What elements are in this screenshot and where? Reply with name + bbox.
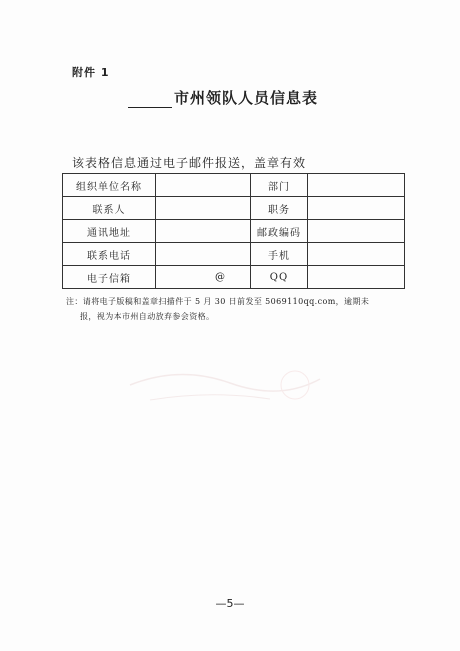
value-cell[interactable]	[156, 197, 251, 220]
value-cell[interactable]	[156, 174, 251, 197]
label-cell: 通讯地址	[63, 220, 156, 243]
value-cell[interactable]	[156, 243, 251, 266]
footnote	[66, 294, 406, 324]
attachment-label: 附件 1	[72, 66, 110, 79]
info-form-table	[62, 173, 405, 289]
page-number: —5—	[215, 597, 245, 610]
instruction-text: 该表格信息通过电子邮件报送，盖章有效	[72, 156, 307, 170]
label-cell: 联系电话	[63, 243, 156, 266]
label-cell: 邮政编码	[251, 220, 308, 243]
value-cell[interactable]	[308, 243, 405, 266]
table-row	[63, 220, 405, 243]
value-cell[interactable]	[156, 220, 251, 243]
label-cell: 联系人	[63, 197, 156, 220]
email-value-cell[interactable]: @	[156, 266, 251, 289]
value-cell[interactable]	[308, 220, 405, 243]
table-row	[63, 243, 405, 266]
value-cell[interactable]	[308, 174, 405, 197]
faint-seal-ghost	[120, 355, 330, 415]
value-cell[interactable]	[308, 197, 405, 220]
document-title-block	[128, 88, 318, 108]
title-fill-blank	[128, 91, 172, 108]
label-cell: 组织单位名称	[63, 174, 156, 197]
label-cell: QQ	[251, 266, 308, 289]
table-row	[63, 266, 405, 289]
footnote-line-1: 注：请将电子版稿和盖章扫描件于 5 月 30 日前发至 5069110qq.com，逾期未	[66, 297, 370, 306]
table-row	[63, 174, 405, 197]
label-cell: 手机	[251, 243, 308, 266]
value-cell[interactable]	[308, 266, 405, 289]
label-cell: 职务	[251, 197, 308, 220]
table-row	[63, 197, 405, 220]
footnote-line-2: 报，视为本市州自动放弃参会资格。	[80, 312, 215, 321]
document-title: 市州领队人员信息表	[174, 89, 319, 107]
label-cell: 部门	[251, 174, 308, 197]
label-cell: 电子信箱	[63, 266, 156, 289]
